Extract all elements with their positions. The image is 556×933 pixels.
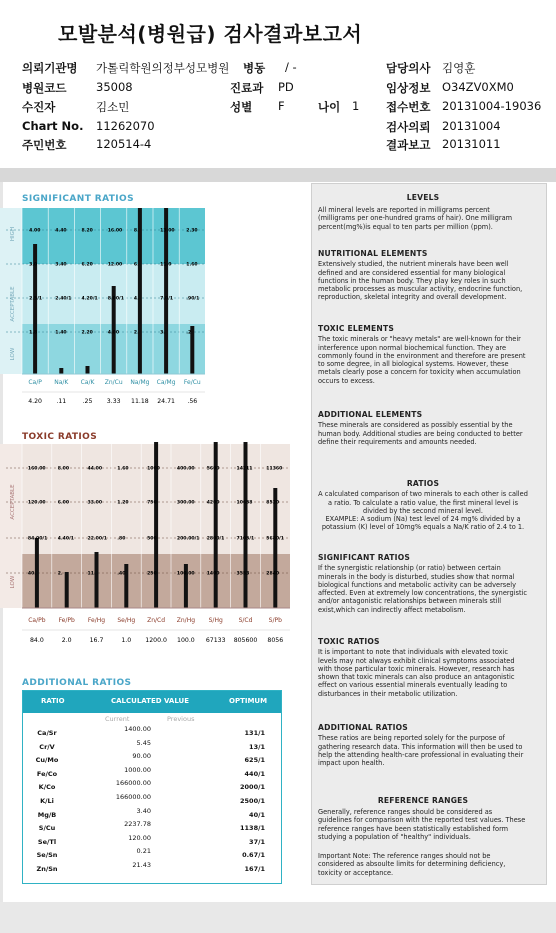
- category-label: Zn/Cu: [104, 379, 123, 386]
- tick-label: 11.: [87, 571, 96, 577]
- tick-label: 1.20: [117, 500, 129, 506]
- tick-label: 200.00/1: [176, 536, 200, 542]
- toxic-ratios-section: [318, 638, 528, 698]
- field-label: 임상정보: [386, 81, 431, 95]
- field-value: 120514-4: [96, 137, 152, 151]
- tick-label: 2.20: [81, 330, 93, 336]
- tick-label: .90/1: [186, 296, 200, 302]
- reference-ranges-text: Generally, reference ranges should be considered as guidelines for comparison with the reported test values. These reference ranges have been statistically established form studying a population of "healthy" individuals.: [318, 808, 526, 841]
- category-label: S/Cd: [238, 617, 253, 624]
- subheader-previous: Previous: [167, 715, 195, 723]
- current-value: 2237.78: [124, 820, 151, 829]
- side-label: LOW: [10, 575, 16, 589]
- side-label: ACCEPTABLE: [10, 484, 16, 520]
- tick-label: 16.00: [107, 228, 123, 234]
- toxic-elements-section: [318, 325, 528, 385]
- field-label: Chart No.: [22, 119, 84, 133]
- significant-ratios-section: [318, 554, 528, 614]
- side-label: HIGH: [10, 226, 16, 242]
- current-value: 5.45: [136, 738, 151, 747]
- optimum-value: 13/1: [249, 742, 265, 751]
- tick-label: 3.0: [29, 262, 38, 268]
- ratio-label: K/Li: [40, 797, 54, 805]
- value-label: 805600: [233, 637, 258, 644]
- section-text: If the synergistic relationship (or ratio) between certain minerals in the body is disturbed, studies show that normal biological functions and metabolic activity can be adversely affected. Even at extremely low concentrations, the synergistic and/or antagonistic relationships between minerals still exist,which can indirectly affect metabolism.: [318, 564, 527, 614]
- tick-label: 1.60: [186, 262, 198, 268]
- section-heading: SIGNIFICANT RATIOS: [318, 553, 411, 562]
- value-label: .25: [82, 398, 93, 405]
- significant-ratios-chart: [0, 204, 210, 408]
- section-text: The toxic minerals or "heavy metals" are well-known for their interference upon normal biochemical function. They are commonly found in the environment and therefore are present to some degree, in all biological systems. However, these metals clearly pose a concern for toxicity when accumulation occurs to excess.: [318, 335, 526, 385]
- current-value: 3.40: [136, 806, 151, 815]
- ratio-label: Mg/B: [37, 810, 57, 819]
- category-label: Ca/Pb: [28, 617, 46, 624]
- field-label: 진료과: [230, 81, 264, 95]
- field-label: 성별: [230, 100, 253, 114]
- section-heading: LEVELS: [406, 193, 440, 202]
- tick-label: 2.: [133, 330, 139, 336]
- tick-label: 6.20: [81, 262, 93, 268]
- subheader-current: Current: [105, 715, 130, 723]
- tick-label: 4.40/1: [57, 536, 74, 542]
- bar-fe-hg: [95, 552, 99, 608]
- tick-label: 4.00: [29, 228, 41, 234]
- field-value: 김영훈: [442, 61, 476, 75]
- section-text: A calculated comparison of two minerals to each other is called a ratio. To calculate a ratio value, the first mineral level is divided by the second mineral level.: [318, 490, 528, 515]
- category-label: Zn/Hg: [176, 617, 196, 624]
- section-heading: NUTRITIONAL ELEMENTS: [318, 249, 428, 258]
- value-label: 3.33: [106, 398, 121, 405]
- tick-label: 14211: [236, 466, 253, 472]
- optimum-value: 2000/1: [240, 783, 265, 792]
- field-value: 20131004-19036: [442, 99, 542, 113]
- tick-label: 4200: [206, 500, 220, 506]
- tick-label: 4.00: [107, 330, 120, 336]
- category-label: Se/Hg: [117, 617, 136, 624]
- value-label: 2.0: [61, 637, 72, 644]
- separator-bar: [0, 168, 556, 182]
- value-label: 8056: [267, 637, 284, 644]
- field-label: 병원코드: [22, 81, 67, 95]
- levels-text: All mineral levels are reported in milligrams percent (milligrams per one-hundred grams of hair). One milligram percent(mg%)is equal to ten parts per million (ppm).: [318, 206, 513, 231]
- field-label: 수진자: [22, 100, 56, 114]
- tick-label: 11360: [266, 466, 283, 472]
- section-text: These minerals are considered as possibly essential by the human body. Additional studies are being conducted to better define their requirements and amounts needed.: [318, 421, 523, 446]
- value-label: 4.20: [28, 398, 42, 405]
- field-label: 나이: [318, 100, 341, 114]
- nutritional-section: [318, 250, 528, 302]
- optimum-value: 167/1: [244, 865, 265, 873]
- tick-label: 250: [147, 571, 157, 577]
- field-value: 20131004: [442, 119, 501, 133]
- tick-label: 12.00: [107, 262, 123, 268]
- tick-label: 8.20: [81, 228, 93, 234]
- tick-label: 33.00: [87, 500, 103, 506]
- ratio-label: Cu/Mo: [35, 756, 59, 765]
- tick-label: 1.8: [29, 330, 38, 336]
- tick-label: 13.00: [160, 228, 175, 234]
- tick-label: 750: [147, 500, 157, 506]
- optimum-value: 40/1: [249, 810, 265, 819]
- current-value: 166000.00: [115, 779, 151, 788]
- report-title: 모발분석(병원급) 검사결과보고서: [58, 22, 363, 46]
- section-heading: RATIOS: [406, 479, 440, 488]
- tick-label: 2.40/1: [55, 296, 72, 302]
- optimum-value: 131/1: [244, 729, 265, 737]
- tick-label: .80: [117, 536, 126, 542]
- optimum-value: 37/1: [249, 837, 265, 846]
- tick-label: 2.5/1: [29, 296, 43, 302]
- field-value: 김소민: [96, 100, 130, 114]
- important-note: Important Note: The reference ranges should not be considered as absoulte limits for determining deficiency, toxicity or acceptance.: [318, 852, 506, 877]
- optimum-value: 625/1: [244, 756, 265, 765]
- ratio-label: K/Co: [38, 783, 56, 792]
- tick-label: 1400: [206, 571, 220, 577]
- tick-label: 1000: [147, 466, 160, 472]
- tick-label: 120.00: [27, 500, 46, 506]
- tick-label: 4.20/1: [81, 296, 98, 302]
- field-label: 접수번호: [386, 100, 431, 114]
- value-label: 84.0: [30, 637, 44, 644]
- significant-ratios-title: SIGNIFICANT RATIOS: [22, 194, 134, 204]
- field-label: 의뢰기관명: [22, 61, 78, 75]
- section-heading: ADDITIONAL ELEMENTS: [318, 410, 423, 419]
- section-example: EXAMPLE: A sodium (Na) test level of 24 mg% divided by a potassium (K) level of 10mg% equals a Na/K ratio of 2.4 to 1.: [321, 515, 525, 532]
- category-label: S/Hg: [208, 617, 223, 624]
- tick-label: 8.00: [57, 466, 70, 472]
- section-text: These ratios are being reported solely for the purpose of gathering research data. This information will then be used to help the attending health-care professional in evaluating their impact upon health.: [318, 734, 524, 768]
- tick-label: 1.60: [117, 466, 129, 472]
- tick-label: 44.00: [87, 466, 103, 472]
- current-value: 120.00: [128, 833, 151, 842]
- ratio-label: Fe/Co: [36, 769, 58, 778]
- current-value: 166000.00: [115, 793, 151, 801]
- category-label: Fe/Cu: [183, 379, 201, 386]
- field-value: / -: [285, 60, 297, 74]
- value-label: .56: [187, 398, 198, 405]
- tick-label: 40.: [27, 571, 37, 577]
- category-label: S/Pb: [268, 617, 282, 624]
- tick-label: 7.0/1: [160, 296, 174, 302]
- tick-label: 2800/1: [206, 536, 225, 542]
- section-heading: REFERENCE RANGES: [377, 796, 469, 805]
- field-label: 주민번호: [22, 138, 67, 152]
- value-label: 100.0: [177, 637, 195, 644]
- section-text: Extensively studied, the nutrient minerals have been well defined and are considered essential for many biological functions in the human body. They play key roles in such metabolic processes as muscular activity, endocrine function, reproduction, skeletal integrity and overall development.: [318, 260, 523, 302]
- tick-label: 2840: [266, 571, 280, 577]
- section-heading: TOXIC RATIOS: [318, 637, 380, 646]
- reference-ranges-section: [318, 797, 528, 807]
- tick-label: 400.00: [176, 466, 195, 472]
- side-label: LOW: [10, 347, 16, 361]
- tick-label: 3.: [160, 330, 166, 336]
- value-label: 67133: [205, 637, 226, 644]
- column-header-ratio: RATIO: [41, 697, 65, 705]
- tick-label: 5680/1: [266, 536, 284, 542]
- field-value: 20131011: [442, 137, 501, 151]
- field-institution: [22, 60, 78, 76]
- ratio-label: S/Cu: [38, 824, 56, 833]
- ratio-label: Cr/V: [39, 742, 55, 751]
- toxic-ratios-chart: [0, 442, 300, 648]
- additional-ratios-table: [22, 690, 282, 884]
- levels-section: [318, 194, 528, 204]
- category-label: Ca/K: [80, 379, 95, 386]
- tick-label: 6.00: [57, 500, 70, 506]
- tick-label: .2: [186, 330, 192, 336]
- category-label: Na/K: [54, 379, 69, 386]
- category-label: Zn/Cd: [147, 617, 166, 624]
- ratio-label: Zn/Sn: [36, 865, 58, 873]
- bar-na-k: [59, 368, 63, 374]
- table-header: [23, 691, 281, 713]
- tick-label: .40: [117, 571, 126, 577]
- category-label: Na/Mg: [130, 379, 150, 386]
- ratios-section: [318, 480, 528, 532]
- field-value: 35008: [96, 80, 133, 94]
- tick-label: 7105/1: [236, 536, 255, 542]
- value-label: .11: [56, 398, 67, 405]
- value-label: 1.0: [121, 637, 132, 644]
- field-value: 1: [352, 99, 360, 113]
- tick-label: 10658: [236, 500, 253, 506]
- tick-label: 84.00/1: [27, 536, 48, 542]
- tick-label: 1.40: [55, 330, 67, 336]
- optimum-value: 2500/1: [240, 797, 265, 805]
- field-label: 결과보고: [386, 138, 431, 152]
- tick-label: 11.0: [160, 262, 172, 268]
- value-label: 1200.0: [145, 637, 167, 644]
- current-value: 1000.00: [124, 765, 151, 774]
- column-header-calculated: CALCULATED VALUE: [111, 697, 190, 705]
- tick-label: 5600: [206, 466, 220, 472]
- additional-ratios-title: ADDITIONAL RATIOS: [22, 678, 132, 688]
- tick-label: 100.00: [176, 571, 195, 577]
- tick-label: 160.00: [27, 466, 46, 472]
- section-text: It is important to note that individuals with elevated toxic levels may not always exhibit clinical symptoms associated with those particular toxic minerals. However, research has shown that toxic minerals can also produce an antagonistic effect on various essential minerals eventually leading to disturbances in their metabolic utilization.: [318, 648, 515, 698]
- optimum-value: 440/1: [244, 769, 265, 778]
- tick-label: 300.00: [176, 500, 195, 506]
- side-label: ACCEPTABLE: [10, 286, 16, 322]
- field-value: PD: [278, 80, 294, 94]
- current-value: 0.21: [136, 847, 151, 856]
- tick-label: 6.: [133, 262, 139, 268]
- field-value: 가톨릭학원의정부성모병원: [96, 61, 230, 75]
- section-heading: TOXIC ELEMENTS: [318, 324, 395, 333]
- section-heading: ADDITIONAL RATIOS: [318, 723, 408, 732]
- current-value: 21.43: [132, 861, 151, 869]
- tick-label: 2.: [57, 571, 63, 577]
- tick-label: 4.40: [55, 228, 67, 234]
- ratio-label: Ca/Sr: [37, 729, 57, 737]
- category-label: Fe/Hg: [87, 617, 106, 624]
- high-band: [22, 208, 205, 264]
- tick-label: 8.00/1: [107, 296, 124, 302]
- bar-fe-pb: [65, 572, 69, 608]
- optimum-value: 1138/1: [240, 824, 265, 833]
- tick-label: 22.00/1: [87, 536, 107, 542]
- field-value: F: [278, 99, 285, 113]
- category-label: Ca/P: [28, 379, 42, 386]
- column-header-optimum: OPTIMUM: [229, 697, 268, 705]
- tick-label: 4.: [133, 296, 139, 302]
- additional-elements-section: [318, 411, 528, 446]
- category-label: Ca/Mg: [156, 379, 176, 386]
- value-label: 24.71: [157, 398, 175, 405]
- tick-label: 8520: [266, 500, 280, 506]
- optimum-value: 0.67/1: [242, 851, 265, 860]
- value-label: 11.18: [131, 398, 149, 405]
- toxic-ratios-title: TOXIC RATIOS: [22, 432, 98, 442]
- tick-label: 2.30: [186, 228, 198, 234]
- tick-label: 500: [147, 536, 157, 542]
- footer-bar: [0, 902, 556, 933]
- tick-label: 3553: [236, 571, 250, 577]
- ratio-label: Se/Sn: [36, 851, 58, 860]
- value-label: 16.7: [89, 637, 104, 644]
- category-label: Fe/Pb: [58, 617, 75, 624]
- tick-label: 3.40: [55, 262, 67, 268]
- tick-label: 8.: [133, 228, 139, 234]
- current-value: 1400.00: [124, 725, 151, 733]
- additional-ratios-section: [318, 724, 528, 767]
- ratio-label: Se/Tl: [37, 837, 57, 846]
- bar-s-pb: [273, 488, 277, 608]
- field-value: O34ZV0XM0: [442, 80, 514, 94]
- bar-ca-k: [86, 366, 90, 374]
- field-label: 담당의사: [386, 61, 431, 75]
- current-value: 90.00: [132, 752, 151, 761]
- field-label: 검사의뢰: [386, 120, 431, 134]
- field-value: 11262070: [96, 119, 155, 133]
- field-label: 병동: [243, 61, 266, 75]
